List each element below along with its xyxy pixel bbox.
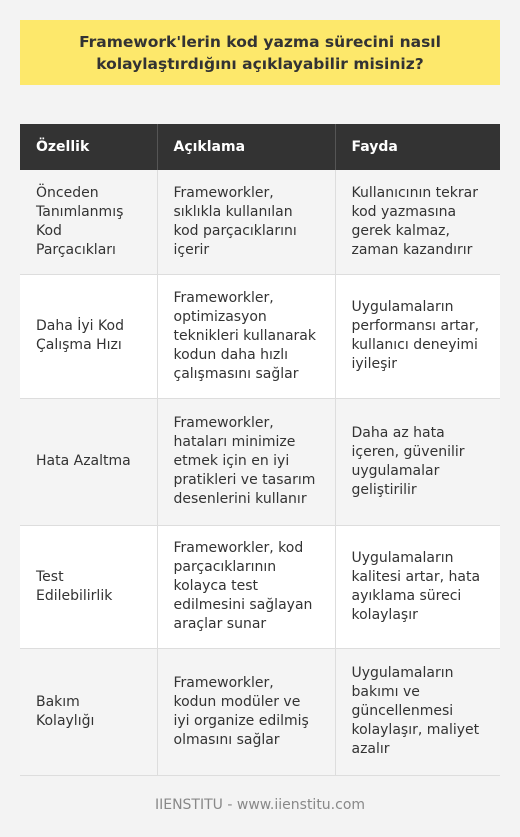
description-cell: Frameworkler, kodun modüler ve iyi organize edilmiş olmasını sağlar: [157, 648, 335, 775]
benefit-cell: Uygulamaların bakımı ve güncellenmesi kolaylaşır, maliyet azalır: [335, 648, 500, 775]
description-cell: Frameworkler, optimizasyon teknikleri kullanarak kodun daha hızlı çalışmasını sağlar: [157, 274, 335, 398]
benefit-cell: Uygulamaların performansı artar, kullanıcı deneyimi iyileşir: [335, 274, 500, 398]
benefit-cell: Kullanıcının tekrar kod yazmasına gerek kalmaz, zaman kazandırır: [335, 170, 500, 274]
benefit-cell: Daha az hata içeren, güvenilir uygulamalar geliştirilir: [335, 398, 500, 525]
description-cell: Frameworkler, hataları minimize etmek için en iyi pratikleri ve tasarım desenlerini kullanır: [157, 398, 335, 525]
table-row: [20, 398, 500, 525]
feature-cell: Daha İyi Kod Çalışma Hızı: [20, 274, 157, 398]
title-banner: [20, 20, 500, 85]
benefit-cell: Uygulamaların kalitesi artar, hata ayıklama süreci kolaylaşır: [335, 525, 500, 648]
comparison-table: [20, 124, 500, 776]
table-row: [20, 170, 500, 274]
table-row: [20, 274, 500, 398]
description-cell: Frameworkler, kod parçacıklarının kolayca test edilmesini sağlayan araçlar sunar: [157, 525, 335, 648]
footer-credit: IIENSTITU - www.iienstitu.com: [154, 797, 366, 813]
feature-cell: Önceden Tanımlanmış Kod Parçacıkları: [20, 170, 157, 274]
feature-cell: Hata Azaltma: [20, 398, 157, 525]
feature-cell: Test Edilebilirlik: [20, 525, 157, 648]
table-row: [20, 648, 500, 775]
column-header-description: Açıklama: [157, 124, 335, 170]
description-cell: Frameworkler, sıklıkla kullanılan kod parçacıklarını içerir: [157, 170, 335, 274]
column-header-feature: Özellik: [20, 124, 157, 170]
table-header-row: [20, 124, 500, 170]
page-title: Framework'lerin kod yazma sürecini nasıl kolaylaştırdığını açıklayabilir misiniz?: [79, 32, 441, 73]
table-row: [20, 525, 500, 648]
column-header-benefit: Fayda: [335, 124, 500, 170]
feature-cell: Bakım Kolaylığı: [20, 648, 157, 775]
